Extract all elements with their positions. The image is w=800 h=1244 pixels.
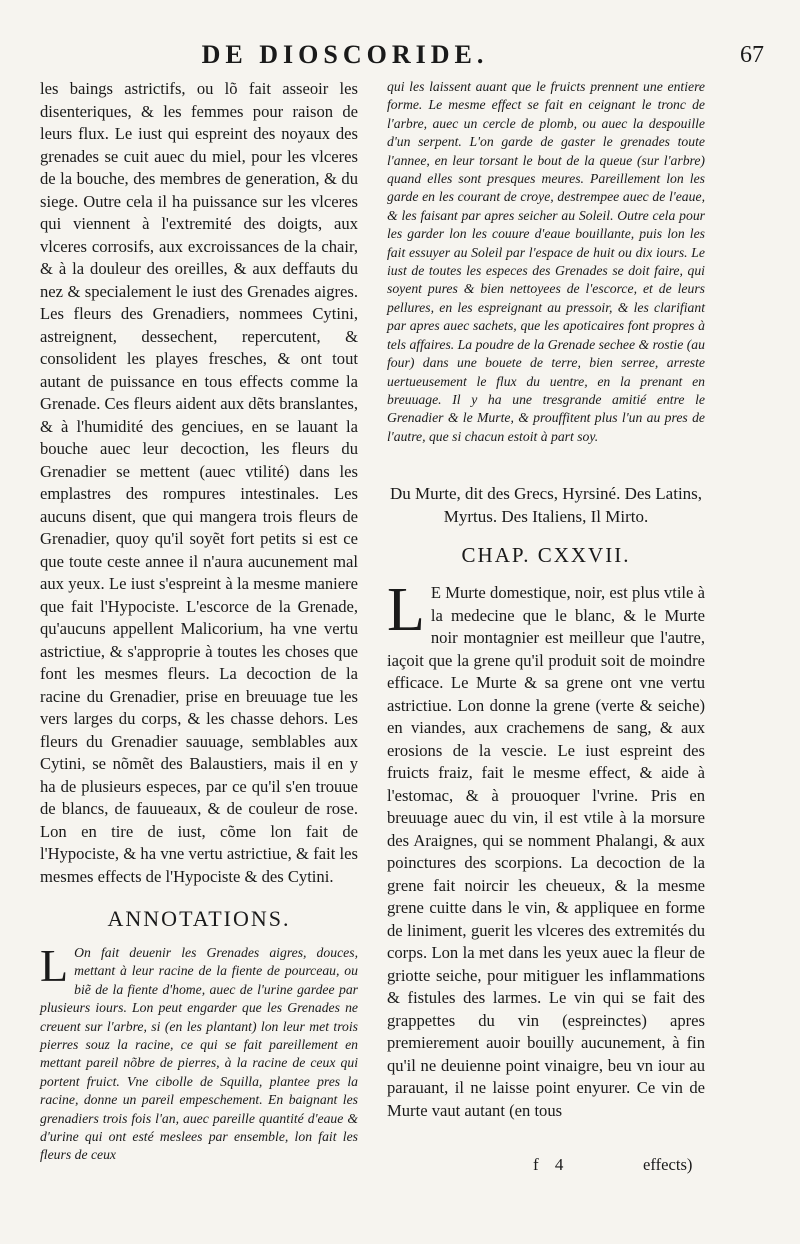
running-title: DE DIOSCORIDE. [201, 40, 489, 69]
left-main-text: les baings astrictifs, ou lõ fait asseoir les disenteriques, & les femmes pour raison de leurs flux. Le iust qui espreint des noyaux des grenades se cuit auec du miel, pour les vlceres de la bouche, des membres de generation, & du siege. Outre cela il ha puissance sur les vlceres qui viennent à l'extremité des doigts, aux vlceres corrosifs, aux excroissances de la chair, & à la douleur des oreilles, & aux deffauts du nez & specialement le iust des Grenades aigres. Les fleurs des Grenadiers, nommees Cytini, astreignent, dessechent, repercutent, & consolident les playes fresches, & ont tout autant de puissance en tous effects comme la Grenade. Ces fleurs aident aux dẽts branslantes, & à l'humidité des genciues, en se lauant la bouche auec leur decoction, les fleurs du Grenadier se mettent (auec vtilité) dans les emplastres des rompures intestinales. Les aucuns disent, que qui mangera trois fleurs de Grenadier, quoy qu'il soyẽt fort petits si est ce que toute ceste annee il n'aura aucunement mal aux yeux. Le iust s'espreint à la mesme maniere que fait l'Hypociste. L'escorce de la Grenade, qu'aucuns appellent Malicorium, ha vne vertu astrictiue, & s'approprie à toutes les choses que font les mesmes fleurs. La decoction de la racine du Grenadier, prise en breuuage tue les vers larges du corps, & les chasse dehors. Les fleurs du Grenadier sauuage, semblables aux Cytini, se nõmẽt des Balaustiers, mais il en y ha de plusieurs especes, par ce qu'il s'en trouue de blancs, de fauueaux, & de couleur de rose. Lon en tire de iust, cõme lon fait de l'Hypociste, & ha vne vertu astrictiue, & fait les mesmes effects de l'Hypociste & des Cytini. [40, 79, 358, 886]
chapter-text: E Murte domestique, noir, est plus vtile à la medecine que le blanc, & le Murte noir montagnier est meilleur que l'autre, iaçoit que la grene qu'il produit soit de moindre efficace. Le Murte & sa grene ont vne vertu astrictiue. Lon donne la grene (verte & seiche) en viandes, aux crachemens de sang, & aux erosions de la vescie. Le iust espreint des fruicts fraiz, fait le mesme effect, & aide à l'estomac, & à prouoquer l'vrine. Pris en breuuage auec du vin, il est vtile à la morsure des Araignes, qui se nomment Phalangi, & aux poinctures des scorpions. La decoction de la grene fait noircir les cheueux, & la mesme grene cuitte dans le vin, & appliquee en forme de liniment, guerit les vlceres des extremités du corps. Lon la met dans les yeux auec la fleur de griotte seiche, pour mitiguer les inflammations & fistules des larmes. Le vin qui se fait des grappettes du vin (espreinctes) apres premierement auoir bouilly aucunement, à fin qu'il ne deuienne point vinaigre, beu vn iour au parauant, il ne laisse point enyurer. Ce vin de Murte vaut autant (en tous [387, 583, 705, 1120]
chapter-block [387, 576, 705, 1122]
annotation-block [40, 940, 358, 1165]
catchword: effects) [643, 1155, 693, 1174]
left-column [40, 78, 358, 1165]
chapter-heading: CHAP. CXXVII. [461, 543, 631, 568]
page-number: 67 [740, 42, 764, 68]
right-column [387, 78, 705, 1122]
annotations-heading: ANNOTATIONS. [107, 906, 291, 931]
annotation-text: On fait deuenir les Grenades aigres, douces, mettant à leur racine de la fiente de pourceau, ou biẽ de la fiente d'home, auec de l'urine gardee par plusieurs iours. Lon peut engarder que les Grenades ne creuent sur l'arbre, si (en les plantant) lon leur met trois pierres souz la racine, ce qui se fait pareillement en mettant pareil nõbre de pierres, à la racine de ceux qui portent fruict. Vne cibolle de Squilla, plantee pres la racine, donne un pareil empeschement. En baignant les grenadiers trois fois l'an, auec pareille quantité d'eaue & d'urine qui ont esté meslees par ensemble, lon fait les fleurs de ceux [40, 945, 358, 1163]
annotation-continuation: qui les laissent auant que le fruicts prennent une entiere forme. Le mesme effect se fait en ceignant le tronc de l'arbre, auec un cercle de plomb, ou auec la despouille d'un serpent. L'on garde de gaster le grenades toute l'annee, en leur torsant le bout de la queue (sur l'arbre) quand elles sont presques meures. Pareillement lon les garde en les courant de croye, destrempee auec de l'eaue, & les faisant par apres seicher au Soleil. Outre cela pour les garder lon les couure d'eaue bouillante, puis lon les fait essuyer au Soleil par l'espace de huit ou dix iours. Le iust de toutes les especes des Grenades se doit faire, qui soyent pures & bien nettoyees de l'escorce, et de leurs pellures, en les espreignant au pressoir, & les clarifiant par apres auec sachets, que les apoticaires font propres à tels affaires. La poudre de la Grenade sechee & rostie (au four) dans une bouete de terre, bien serree, arreste uertueusement le flux du uentre, en la prenant en breuuage. Il y ha une tresgrande amitié entre le Grenadier & le Murte, & prouffitent plus l'un au pres de l'autre, que si chacun estoit à part soy. [387, 79, 705, 444]
annotation-dropcap: L [40, 940, 69, 991]
signature-mark: f 4 [533, 1155, 570, 1174]
chapter-title: Du Murte, dit des Grecs, Hyrsiné. Des Latins, Myrtus. Des Italiens, Il Mirto. [389, 484, 703, 527]
chapter-dropcap: L [387, 576, 425, 645]
